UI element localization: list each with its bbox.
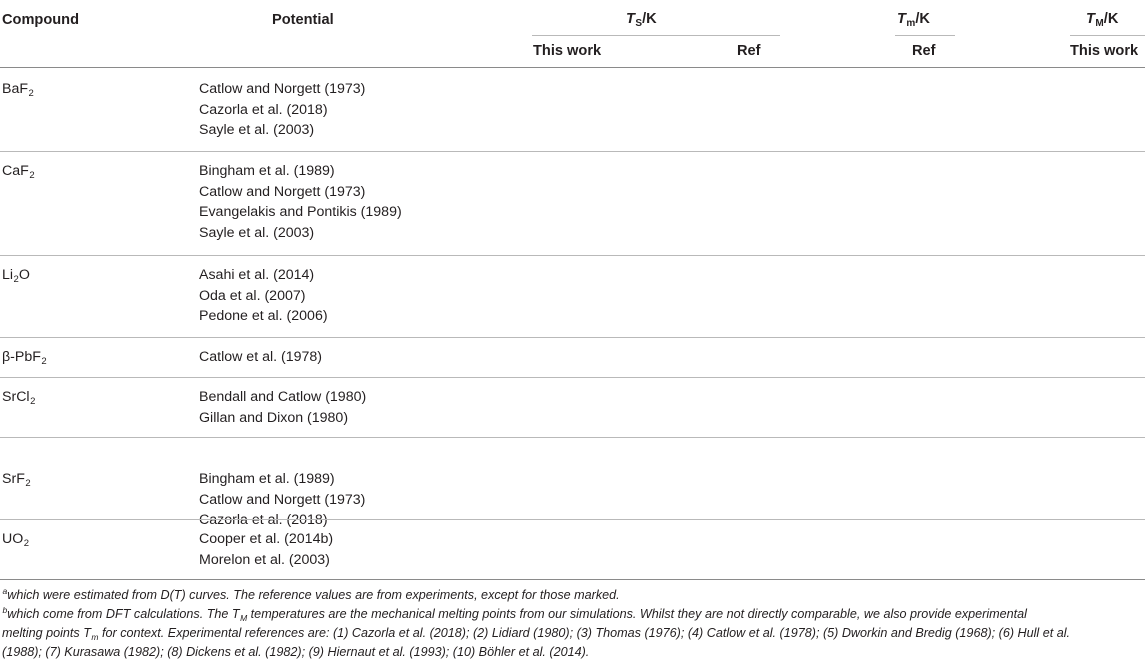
group-separator <box>0 377 1145 378</box>
group-separator <box>0 255 1145 256</box>
ts-group-rule <box>532 35 780 36</box>
potential-cell: Evangelakis and Pontikis (1989) <box>199 204 402 220</box>
header-ts: $T_S/K$ <box>626 11 657 29</box>
header-tm-ref: Ref <box>912 43 936 59</box>
potential-cell: Sayle et al. (2003) <box>199 122 315 138</box>
potential-cell: Bingham et al. (1989) <box>199 163 335 179</box>
footnote-b-line-2: melting points $T_m$ for context. Experimental references are: (1) Cazorla et al. (2018); (2) Lidiard (1980); (3) Thomas (1976); (4) Catlow et al. (1978); (5) Dworkin and Bredig (1968); (6) Hull et al. <box>2 626 1071 642</box>
tM-group-rule <box>1070 35 1145 36</box>
potential-cell: Catlow et al. (1978) <box>199 349 323 365</box>
potential-cell: Bingham et al. (1989) <box>199 471 335 487</box>
compound-label: SrCl$_2$ <box>2 389 36 407</box>
potential-cell: Cooper et al. (2014b) <box>199 531 334 547</box>
potential-cell: Oda et al. (2007) <box>199 288 306 304</box>
table-bottom-rule <box>0 579 1145 580</box>
header-bottom-rule <box>0 67 1145 68</box>
potential-cell: Morelon et al. (2003) <box>199 552 330 568</box>
compound-label: β-PbF$_2$ <box>2 349 47 367</box>
header-ts-ref: Ref <box>737 43 761 59</box>
header-tM: $T_M/K$ <box>1086 11 1119 29</box>
compound-label: BaF$_2$ <box>2 81 34 99</box>
compound-label: $Li_2O$ <box>2 267 30 285</box>
group-separator <box>0 151 1145 152</box>
group-separator <box>0 437 1145 438</box>
potential-cell: Sayle et al. (2003) <box>199 225 315 241</box>
header-ts-this-work: This work <box>533 43 602 59</box>
potential-cell: Catlow and Norgett (1973) <box>199 492 366 508</box>
compound-label: CaF$_2$ <box>2 163 35 181</box>
potential-cell: Gillan and Dixon (1980) <box>199 410 349 426</box>
header-tm: $T_m/K$ <box>897 11 930 29</box>
header-potential: Potential <box>272 12 334 28</box>
potential-cell: Catlow and Norgett (1973) <box>199 81 366 97</box>
footnote-b-line-1: $^b$which come from DFT calculations. The $T_M$ temperatures are the mechanical melting points from our simulations. Whilst they are not directly comparable, we also provide experimental <box>2 605 1027 623</box>
footnote-a: $^a$which were estimated from D(T) curves. The reference values are from experiments, except for those marked. <box>2 586 620 602</box>
potential-cell: Cazorla et al. (2018) <box>199 102 328 118</box>
footnote-b-line-3: (1988); (7) Kurasawa (1982); (8) Dickens et al. (1982); (9) Hiernaut et al. (1993); (10) Böhler et al. (2014). <box>2 645 590 659</box>
group-separator <box>0 519 1145 520</box>
potential-cell: Asahi et al. (2014) <box>199 267 315 283</box>
group-separator <box>0 337 1145 338</box>
potential-cell: Pedone et al. (2006) <box>199 308 328 324</box>
compound-label: SrF$_2$ <box>2 471 31 489</box>
compound-label: $UO_2$ <box>2 531 30 549</box>
potential-cell: Cazorla et al. (2018) <box>199 512 328 528</box>
header-tM-this-work: This work <box>1070 43 1139 59</box>
potential-cell: Bendall and Catlow (1980) <box>199 389 367 405</box>
potential-cell: Catlow and Norgett (1973) <box>199 184 366 200</box>
header-compound: Compound <box>2 12 80 28</box>
tm-group-rule <box>895 35 955 36</box>
